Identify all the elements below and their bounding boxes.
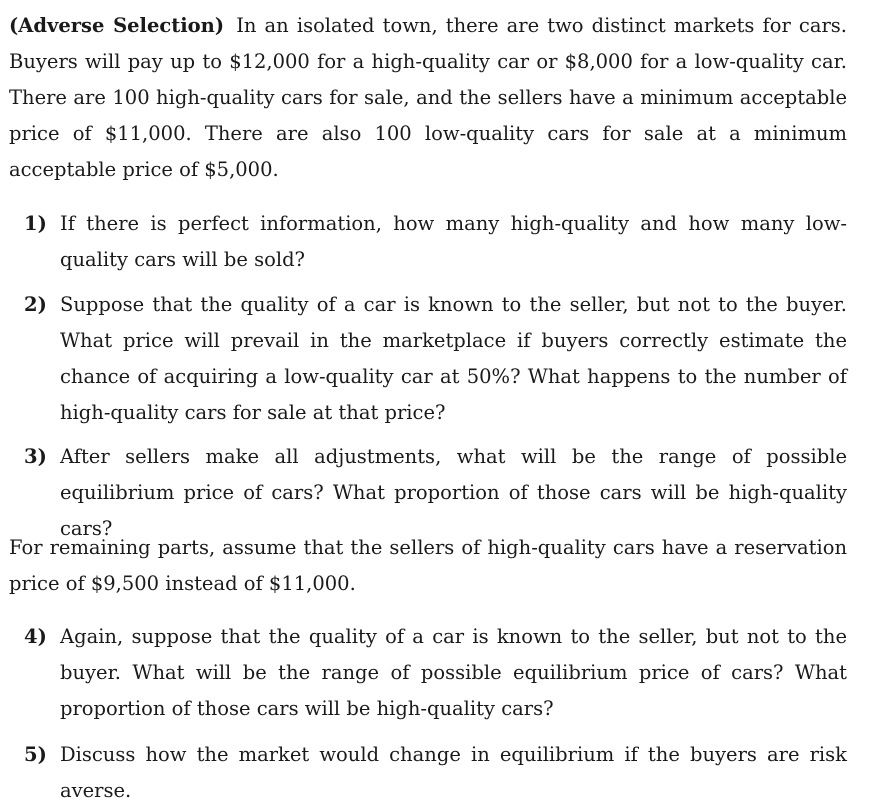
question-1 [24,206,847,278]
question-4 [24,619,847,727]
question-5 [24,737,847,809]
question-text: If there is perfect information, how many high-quality and how many low-quality cars will be sold? [60,212,847,271]
intro-paragraph [9,8,847,188]
question-number: 4) [24,625,47,648]
section-title: (Adverse Selection) [9,14,225,37]
question-number: 3) [24,445,47,468]
question-number: 1) [24,212,47,235]
question-number: 2) [24,293,47,316]
question-number: 5) [24,743,47,766]
assumption-note: For remaining parts, assume that the sellers of high-quality cars have a reservation price of $9,500 instead of $11,000. [9,536,847,595]
question-text: Again, suppose that the quality of a car is known to the seller, but not to the buyer. What will be the range of possible equilibrium price of cars? What proportion of those cars will be high-quality cars? [60,625,847,720]
intro-text: In an isolated town, there are two distinct markets for cars. Buyers will pay up to $12,000 for a high-quality car or $8,000 for a low-quality car. There are 100 high-quality cars for sale, and the sellers have a minimum acceptable price of $11,000. There are also 100 low-quality cars for sale at a minimum acceptable price of $5,000. [9,14,847,181]
question-text: After sellers make all adjustments, what will be the range of possible equilibrium price of cars? What proportion of those cars will be high-quality cars? [60,445,847,540]
question-text: Suppose that the quality of a car is known to the seller, but not to the buyer. What price will prevail in the marketplace if buyers correctly estimate the chance of acquiring a low-quality car at 50%? What happens to the number of high-quality cars for sale at that price? [60,293,847,424]
question-2 [24,287,847,431]
question-text: Discuss how the market would change in equilibrium if the buyers are risk averse. [60,743,847,802]
